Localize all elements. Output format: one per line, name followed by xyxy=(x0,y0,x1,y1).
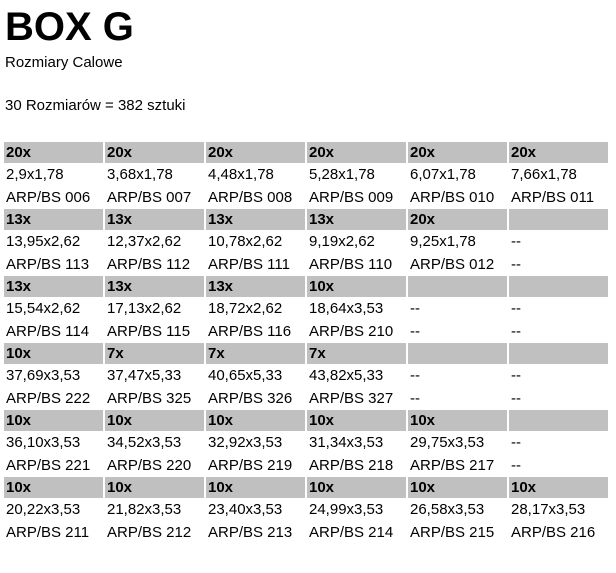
code-cell: ARP/BS 214 xyxy=(309,524,394,541)
dimension-cell: 32,92x3,53 xyxy=(208,434,283,451)
quantity-cell: 10x xyxy=(307,276,406,297)
dimension-cell: 18,64x3,53 xyxy=(309,300,384,317)
code-cell: ARP/BS 009 xyxy=(309,189,394,206)
code-cell: ARP/BS 210 xyxy=(309,323,394,340)
quantity-cell: 13x xyxy=(307,209,406,230)
code-cell: -- xyxy=(511,256,521,273)
code-row xyxy=(4,187,608,209)
quantity-cell: 13x xyxy=(4,209,103,230)
dimension-cell: 31,34x3,53 xyxy=(309,434,384,451)
dimension-cell: 15,54x2,62 xyxy=(6,300,81,317)
dimension-cell: 23,40x3,53 xyxy=(208,501,283,518)
code-cell: -- xyxy=(511,323,521,340)
quantity-cell: 10x xyxy=(509,477,608,498)
dimension-cell: 13,95x2,62 xyxy=(6,233,81,250)
code-row xyxy=(4,388,608,410)
dimension-cell: 3,68x1,78 xyxy=(107,166,173,183)
quantity-cell xyxy=(408,343,507,364)
dimension-cell: 17,13x2,62 xyxy=(107,300,182,317)
code-cell: ARP/BS 216 xyxy=(511,524,596,541)
code-cell: ARP/BS 215 xyxy=(410,524,495,541)
sizes-table-body xyxy=(4,142,608,544)
quantity-row xyxy=(4,142,608,163)
quantity-cell: 20x xyxy=(408,142,507,163)
dimension-cell: -- xyxy=(511,300,521,317)
code-row xyxy=(4,254,608,276)
quantity-cell: 10x xyxy=(105,410,204,431)
code-cell: -- xyxy=(410,323,420,340)
dimension-cell: 4,48x1,78 xyxy=(208,166,274,183)
dimension-row xyxy=(4,431,608,455)
code-cell: ARP/BS 008 xyxy=(208,189,293,206)
quantity-cell: 7x xyxy=(206,343,305,364)
code-row xyxy=(4,455,608,477)
code-cell: ARP/BS 011 xyxy=(511,189,595,206)
code-cell: ARP/BS 114 xyxy=(6,323,90,340)
quantity-cell xyxy=(408,276,507,297)
code-cell: ARP/BS 213 xyxy=(208,524,293,541)
quantity-cell xyxy=(509,343,608,364)
quantity-cell: 10x xyxy=(4,343,103,364)
dimension-row xyxy=(4,297,608,321)
quantity-cell: 10x xyxy=(105,477,204,498)
dimension-cell: 36,10x3,53 xyxy=(6,434,81,451)
code-cell: -- xyxy=(511,390,521,407)
quantity-cell: 20x xyxy=(408,209,507,230)
dimension-row xyxy=(4,364,608,388)
code-cell: ARP/BS 010 xyxy=(410,189,495,206)
quantity-cell: 10x xyxy=(408,477,507,498)
quantity-cell: 20x xyxy=(206,142,305,163)
quantity-cell xyxy=(509,276,608,297)
code-cell: -- xyxy=(410,390,420,407)
quantity-cell: 13x xyxy=(105,209,204,230)
subtitle: Rozmiary Calowe xyxy=(5,54,123,71)
quantity-cell: 13x xyxy=(206,209,305,230)
code-cell: ARP/BS 326 xyxy=(208,390,293,407)
dimension-cell: -- xyxy=(511,367,521,384)
code-cell: ARP/BS 218 xyxy=(309,457,394,474)
quantity-cell: 20x xyxy=(105,142,204,163)
quantity-cell: 13x xyxy=(206,276,305,297)
dimension-cell: 9,25x1,78 xyxy=(410,233,476,250)
dimension-cell: 26,58x3,53 xyxy=(410,501,485,518)
code-cell: ARP/BS 112 xyxy=(107,256,191,273)
code-cell: ARP/BS 113 xyxy=(6,256,90,273)
code-cell: ARP/BS 006 xyxy=(6,189,91,206)
code-cell: ARP/BS 211 xyxy=(6,524,90,541)
dimension-cell: 21,82x3,53 xyxy=(107,501,182,518)
quantity-cell: 20x xyxy=(4,142,103,163)
code-row xyxy=(4,522,608,544)
quantity-cell: 10x xyxy=(307,477,406,498)
code-cell: ARP/BS 222 xyxy=(6,390,91,407)
dimension-cell: 7,66x1,78 xyxy=(511,166,577,183)
code-cell: ARP/BS 325 xyxy=(107,390,192,407)
code-cell: ARP/BS 110 xyxy=(309,256,393,273)
quantity-cell: 10x xyxy=(206,410,305,431)
dimension-cell: 43,82x5,33 xyxy=(309,367,384,384)
quantity-row xyxy=(4,343,608,364)
dimension-cell: -- xyxy=(511,233,521,250)
dimension-cell: 37,47x5,33 xyxy=(107,367,182,384)
code-cell: ARP/BS 116 xyxy=(208,323,292,340)
quantity-cell: 7x xyxy=(105,343,204,364)
sizes-table xyxy=(2,142,610,544)
dimension-cell: 34,52x3,53 xyxy=(107,434,182,451)
quantity-cell: 13x xyxy=(105,276,204,297)
code-cell: ARP/BS 219 xyxy=(208,457,293,474)
code-cell: ARP/BS 217 xyxy=(410,457,495,474)
dimension-cell: 2,9x1,78 xyxy=(6,166,64,183)
dimension-cell: 18,72x2,62 xyxy=(208,300,283,317)
quantity-cell: 10x xyxy=(408,410,507,431)
page-title: BOX G xyxy=(5,5,134,49)
code-cell: ARP/BS 212 xyxy=(107,524,192,541)
quantity-cell: 7x xyxy=(307,343,406,364)
quantity-cell: 10x xyxy=(4,410,103,431)
quantity-row xyxy=(4,477,608,498)
quantity-row xyxy=(4,410,608,431)
dimension-row xyxy=(4,163,608,187)
dimension-cell: 28,17x3,53 xyxy=(511,501,586,518)
code-cell: ARP/BS 327 xyxy=(309,390,394,407)
dimension-cell: -- xyxy=(511,434,521,451)
quantity-row xyxy=(4,209,608,230)
dimension-row xyxy=(4,230,608,254)
code-cell: -- xyxy=(511,457,521,474)
quantity-cell: 20x xyxy=(307,142,406,163)
dimension-cell: 10,78x2,62 xyxy=(208,233,283,250)
dimension-cell: 5,28x1,78 xyxy=(309,166,375,183)
quantity-cell xyxy=(509,410,608,431)
dimension-cell: 12,37x2,62 xyxy=(107,233,182,250)
code-cell: ARP/BS 115 xyxy=(107,323,191,340)
dimension-cell: 20,22x3,53 xyxy=(6,501,81,518)
code-cell: ARP/BS 221 xyxy=(6,457,91,474)
quantity-cell: 10x xyxy=(307,410,406,431)
dimension-cell: -- xyxy=(410,367,420,384)
quantity-cell: 20x xyxy=(509,142,608,163)
quantity-cell xyxy=(509,209,608,230)
code-cell: ARP/BS 220 xyxy=(107,457,192,474)
dimension-cell: 37,69x3,53 xyxy=(6,367,81,384)
dimension-cell: 29,75x3,53 xyxy=(410,434,485,451)
summary-text: 30 Rozmiarów = 382 sztuki xyxy=(5,97,186,114)
dimension-cell: 40,65x5,33 xyxy=(208,367,283,384)
code-cell: ARP/BS 007 xyxy=(107,189,192,206)
code-cell: ARP/BS 012 xyxy=(410,256,495,273)
quantity-cell: 13x xyxy=(4,276,103,297)
dimension-cell: 24,99x3,53 xyxy=(309,501,384,518)
quantity-row xyxy=(4,276,608,297)
quantity-cell: 10x xyxy=(4,477,103,498)
dimension-cell: 6,07x1,78 xyxy=(410,166,476,183)
quantity-cell: 10x xyxy=(206,477,305,498)
code-cell: ARP/BS 111 xyxy=(208,256,290,273)
dimension-row xyxy=(4,498,608,522)
dimension-cell: 9,19x2,62 xyxy=(309,233,375,250)
code-row xyxy=(4,321,608,343)
dimension-cell: -- xyxy=(410,300,420,317)
